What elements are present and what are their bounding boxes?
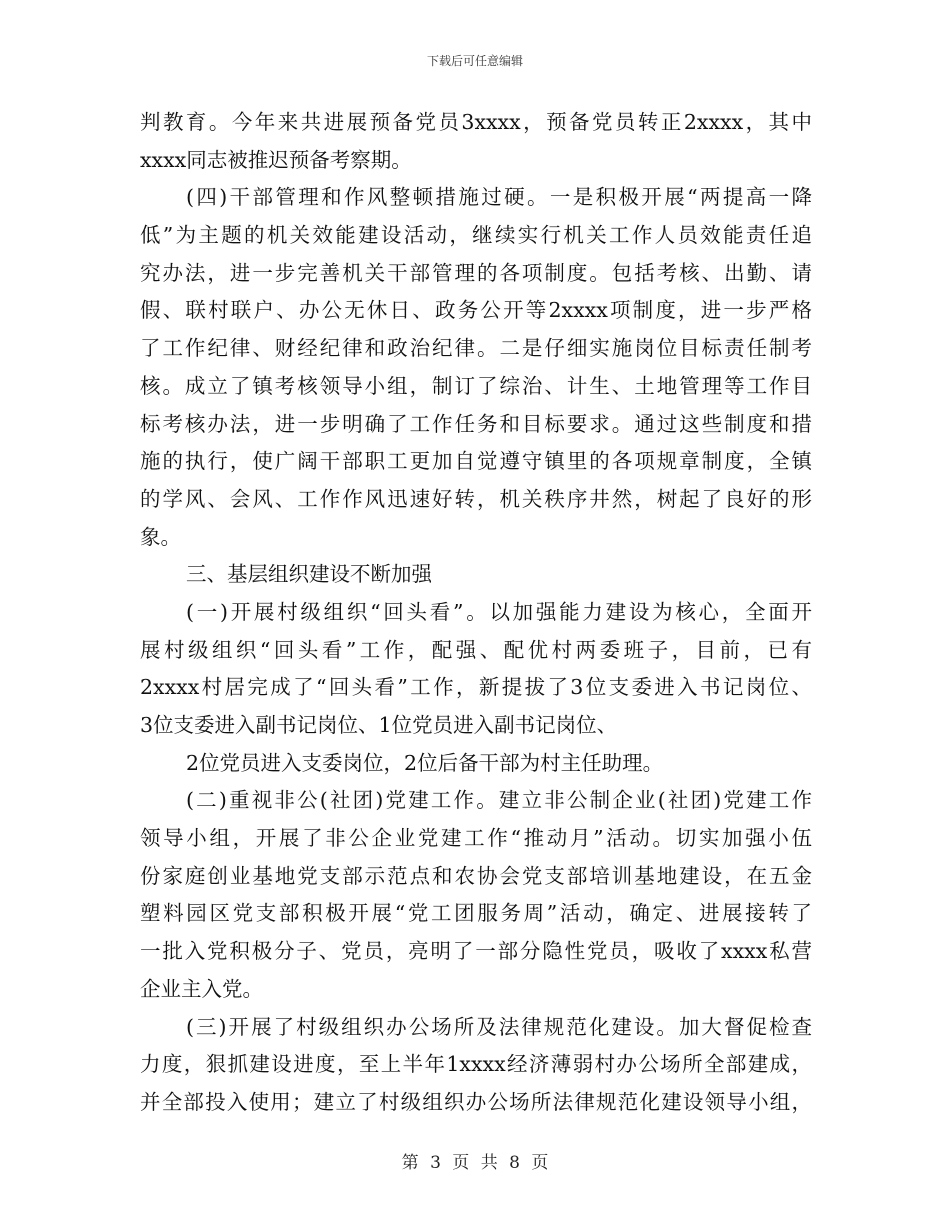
- text-line: 2xxxx村居完成了“回头看”工作，新提拔了3位支委进入书记岗位、: [140, 675, 812, 700]
- text-line: 判教育。今年来共进展预备党员3xxxx，预备党员转正2xxxx，其中: [140, 110, 812, 134]
- text-line: (三)开展了村级组织办公场所及法律规范化建设。加大督促检查: [186, 1014, 812, 1039]
- text-line: 象。: [140, 524, 181, 549]
- text-line: (一)开展村级组织“回头看”。以加强能力建设为核心，全面开: [186, 599, 812, 624]
- text-line: 了工作纪律、财经纪律和政治纪律。二是仔细实施岗位目标责任制考: [140, 336, 812, 361]
- text-line: 力度，狠抓建设进度，至上半年1xxxx经济薄弱村办公场所全部建成，: [140, 1052, 812, 1077]
- text-line: 核。成立了镇考核领导小组，制订了综治、计生、土地管理等工作目: [140, 373, 812, 398]
- text-line: 标考核办法，进一步明确了工作任务和目标要求。通过这些制度和措: [140, 411, 812, 436]
- text-line: 3位支委进入副书记岗位、1位党员进入副书记岗位、: [140, 713, 618, 737]
- text-line: 展村级组织“回头看”工作，配强、配优村两委班子，目前，已有: [140, 637, 812, 662]
- text-line: 三、基层组织建设不断加强: [186, 562, 432, 587]
- text-line: 的学风、会风、工作作风迅速好转，机关秩序井然，树起了良好的形: [140, 486, 812, 511]
- text-line: xxxx同志被推迟预备考察期。: [140, 147, 412, 172]
- text-line: 领导小组，开展了非公企业党建工作“推动月”活动。切实加强小伍: [140, 826, 812, 851]
- text-line: 低”为主题的机关效能建设活动，继续实行机关工作人员效能责任追: [140, 223, 812, 248]
- text-line: 并全部投入使用；建立了村级组织办公场所法律规范化建设领导小组，: [140, 1089, 812, 1114]
- text-line: 一批入党积极分子、党员，亮明了一部分隐性党员，吸收了xxxx私营: [140, 939, 812, 964]
- text-line: 假、联村联户、办公无休日、政务公开等2xxxx项制度，进一步严格: [140, 298, 812, 323]
- document-body: [140, 104, 812, 1122]
- page-footer: 第 3 页 共 8 页: [401, 1153, 549, 1173]
- text-line: 塑料园区党支部积极开展“党工团服务周”活动，确定、进展接转了: [140, 901, 812, 926]
- text-line: (二)重视非公(社团)党建工作。建立非公制企业(社团)党建工作: [186, 788, 812, 813]
- text-line: 企业主入党。: [140, 976, 263, 1001]
- text-line: 究办法，进一步完善机关干部管理的各项制度。包括考核、出勤、请: [140, 260, 812, 285]
- text-line: 2位党员进入支委岗位，2位后备干部为村主任助理。: [186, 750, 664, 775]
- page-header: 下载后可任意编辑: [426, 54, 523, 68]
- text-line: 施的执行，使广阔干部职工更加自觉遵守镇里的各项规章制度，全镇: [140, 449, 812, 474]
- text-line: (四)干部管理和作风整顿措施过硬。一是积极开展“两提高一降: [186, 185, 812, 210]
- text-line: 份家庭创业基地党支部示范点和农协会党支部培训基地建设，在五金: [140, 863, 812, 888]
